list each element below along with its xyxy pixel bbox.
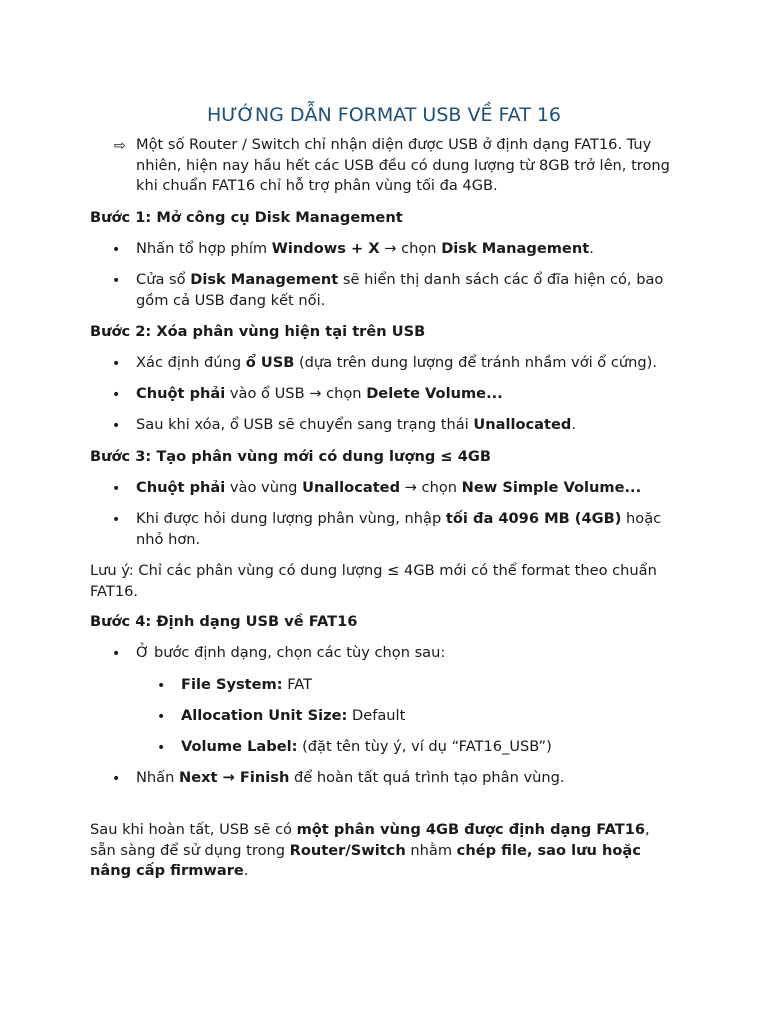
arrow-marker-icon: ⇨ xyxy=(114,138,126,154)
step4-item-2: Nhấn Next → Finish để hoàn tất quá trình tạo phân vùng. xyxy=(136,769,565,786)
step4-subitem-volume-label: Volume Label: (đặt tên tùy ý, ví dụ “FAT16_USB”) xyxy=(181,738,552,755)
bullet-icon: • xyxy=(112,418,121,434)
document-title: HƯỚNG DẪN FORMAT USB VỀ FAT 16 xyxy=(206,104,562,126)
step2-item-3: Sau khi xóa, ổ USB sẽ chuyển sang trạng thái Unallocated. xyxy=(136,416,576,433)
bullet-icon: • xyxy=(112,512,121,528)
step1-item-2: Cửa sổ Disk Management sẽ hiển thị danh sách các ổ đĩa hiện có, bao gồm cả USB đang kết nối. xyxy=(136,271,664,309)
step2-item-1: Xác định đúng ổ USB (dựa trên dung lượng để tránh nhầm với ổ cứng). xyxy=(136,354,657,371)
step4-item-1: Ở bước định dạng, chọn các tùy chọn sau: xyxy=(136,644,446,661)
bullet-icon: • xyxy=(112,646,121,662)
step4-subitem-file-system: File System: FAT xyxy=(181,676,313,693)
bullet-icon: • xyxy=(112,356,121,372)
step2-heading: Bước 2: Xóa phân vùng hiện tại trên USB xyxy=(90,323,426,340)
step3-item-2: Khi được hỏi dung lượng phân vùng, nhập tối đa 4096 MB (4GB) hoặc nhỏ hơn. xyxy=(136,510,662,548)
summary-paragraph: Sau khi hoàn tất, USB sẽ có một phân vùng 4GB được định dạng FAT16, sẵn sàng để sử dụng trong Router/Switch nhằm chép file, sao lưu hoặc nâng cấp firmware. xyxy=(90,821,650,879)
note-paragraph: Lưu ý: Chỉ các phân vùng có dung lượng ≤ 4GB mới có thể format theo chuẩn FAT16. xyxy=(90,562,657,600)
bullet-icon: • xyxy=(112,771,121,787)
intro-paragraph: Một số Router / Switch chỉ nhận diện được USB ở định dạng FAT16. Tuy nhiên, hiện nay hầu hết các USB đều có dung lượng từ 8GB trở lên, trong khi chuẩn FAT16 chỉ hỗ trợ phân vùng tối đa 4GB. xyxy=(136,136,670,194)
bullet-icon: • xyxy=(157,709,166,725)
bullet-icon: • xyxy=(112,387,121,403)
step1-item-1: Nhấn tổ hợp phím Windows + X → chọn Disk Management. xyxy=(136,240,594,257)
step3-item-1: Chuột phải vào vùng Unallocated → chọn New Simple Volume... xyxy=(136,479,642,496)
step3-heading: Bước 3: Tạo phân vùng mới có dung lượng ≤ 4GB xyxy=(90,448,491,465)
bullet-icon: • xyxy=(112,481,121,497)
bullet-icon: • xyxy=(157,740,166,756)
step2-item-2: Chuột phải vào ổ USB → chọn Delete Volume... xyxy=(136,385,503,402)
step4-heading: Bước 4: Định dạng USB về FAT16 xyxy=(90,613,358,630)
bullet-icon: • xyxy=(157,678,166,694)
bullet-icon: • xyxy=(112,242,121,258)
bullet-icon: • xyxy=(112,273,121,289)
step4-subitem-allocation-unit: Allocation Unit Size: Default xyxy=(181,707,406,724)
step1-heading: Bước 1: Mở công cụ Disk Management xyxy=(90,209,403,226)
